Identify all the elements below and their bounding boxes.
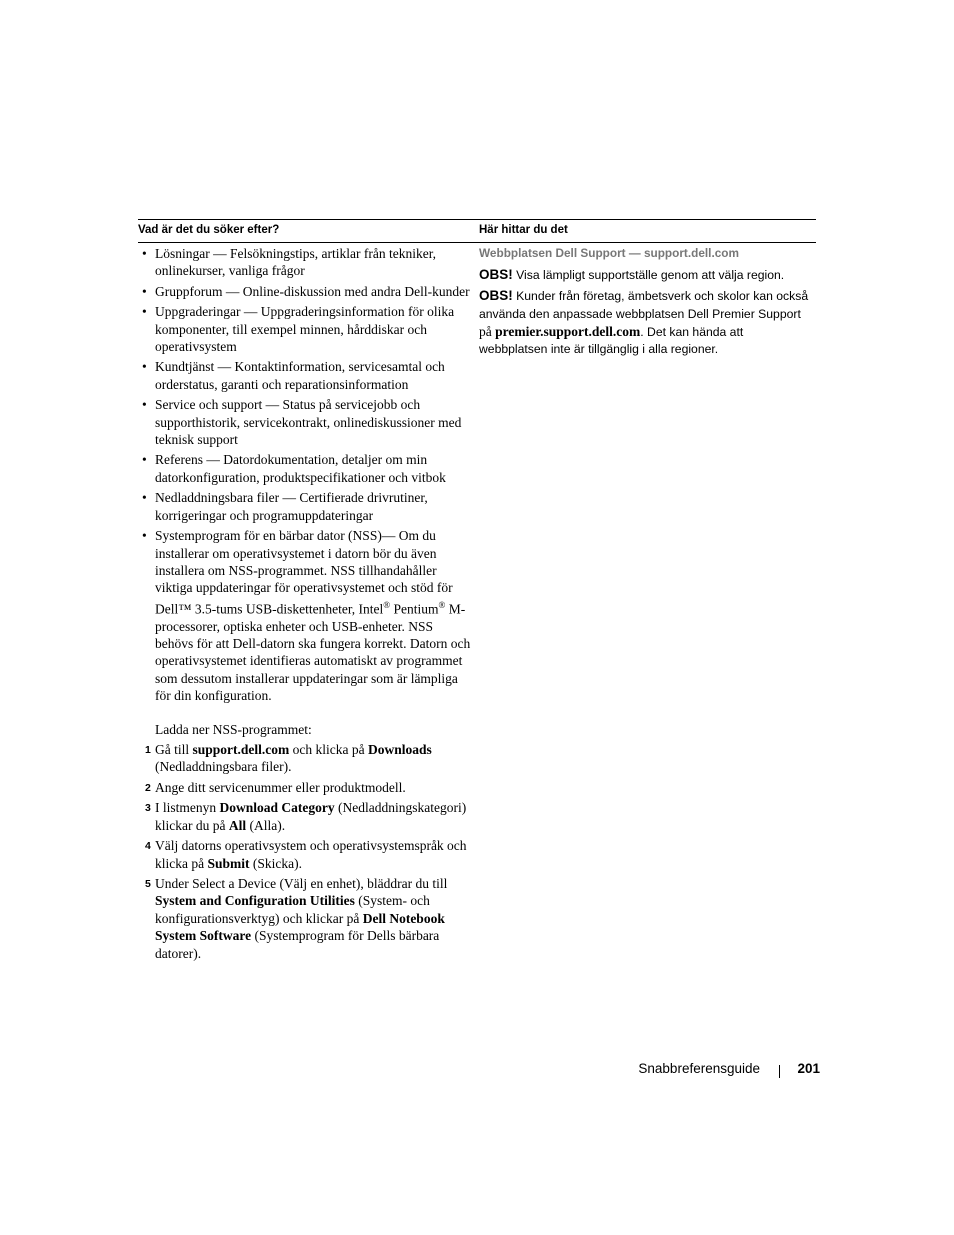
list-item: • Uppgraderingar — Uppgraderingsinformation för olika komponenter, till exempel minnen, hårddiskar och operativsystem	[142, 304, 455, 355]
list-item: • Referens — Datordokumentation, detaljer om min datorkonfiguration, produktspecifikationer och vitbok	[142, 452, 446, 485]
step-4: 4 Välj datorns operativsystem och operativsystemspråk och klicka på Submit (Skicka).	[145, 838, 467, 871]
page-number: 201	[797, 1061, 820, 1076]
note-premier: OBS! Kunder från företag, ämbetsverk och skolor kan också använda den anpassade webbplatsen Dell Premier Support på premier.support.dell.com. Det kan hända att webbplatsen inte är tillgänglig i alla regioner.	[479, 288, 809, 357]
right-column	[479, 245, 814, 361]
list-item: • Lösningar — Felsökningstips, artiklar från tekniker, onlinekurser, vanliga frågor	[142, 246, 437, 279]
obs-label: OBS!	[479, 288, 513, 304]
page-footer	[600, 1061, 820, 1081]
support-link[interactable]: support.dell.com	[192, 742, 290, 758]
step-3: 3 I listmenyn Download Category (Nedladdningskategori) klickar du på All (Alla).	[145, 800, 467, 833]
list-item: • Gruppforum — Online-diskussion med andra Dell-kunder	[142, 283, 470, 299]
list-item: • Nedladdningsbara filer — Certifierade drivrutiner, korrigeringar och programuppdateringar	[142, 490, 428, 523]
step-1: 1 Gå till support.dell.com och klicka på Downloads (Nedladdningsbara filer).	[145, 742, 432, 775]
table-top-rule	[138, 219, 816, 220]
table-header-rule	[138, 242, 816, 243]
footer-separator	[779, 1065, 780, 1078]
nss-download-intro: Ladda ner NSS-programmet:	[155, 721, 312, 737]
header-right: Här hittar du det	[479, 224, 568, 236]
step-2: 2 Ange ditt servicenummer eller produktmodell.	[145, 779, 406, 795]
header-left: Vad är det du söker efter?	[138, 224, 280, 236]
step-5: 5 Under Select a Device (Välj en enhet), bläddrar du till System and Configuration Utilities (System- och konfigurationsverktyg) och klickar på Dell Notebook System Software (Systemprogram för Dells bärbara datorer).	[145, 875, 448, 961]
list-item-nss: • Systemprogram för en bärbar dator (NSS)— Om du installerar om operativsystemet i datorn bör du även installera om NSS-programmet. NSS tillhandahåller viktiga uppdateringar för operativsystemet och stöd för Dell™ 3.5-tums USB-diskettenheter, Intel® Pentium® M-processorer, optiska enheter och USB-enheter. NSS behövs för att Dell-datorn ska fungera korrekt. Datorn och operativsystemet identifieras automatiskt av programmet som dessutom installerar uppdateringar som är lämpliga för din konfiguration.	[142, 528, 471, 704]
footer-title: Snabbreferensguide	[638, 1061, 760, 1076]
topic-list	[138, 245, 473, 705]
download-steps	[138, 741, 473, 962]
obs-label: OBS!	[479, 267, 513, 283]
list-item: • Kundtjänst — Kontaktinformation, servicesamtal och orderstatus, garanti och reparationsinformation	[142, 359, 445, 392]
list-item: • Service och support — Status på servicejobb och supporthistorik, servicekontrakt, onlinediskussioner med teknisk support	[142, 397, 462, 448]
premier-support-link[interactable]: premier.support.dell.com	[495, 323, 641, 339]
left-column	[138, 245, 473, 965]
support-site-heading: Webbplatsen Dell Support — support.dell.com	[479, 246, 739, 260]
note-region: OBS! Visa lämpligt supportställe genom att välja region.	[479, 267, 785, 283]
